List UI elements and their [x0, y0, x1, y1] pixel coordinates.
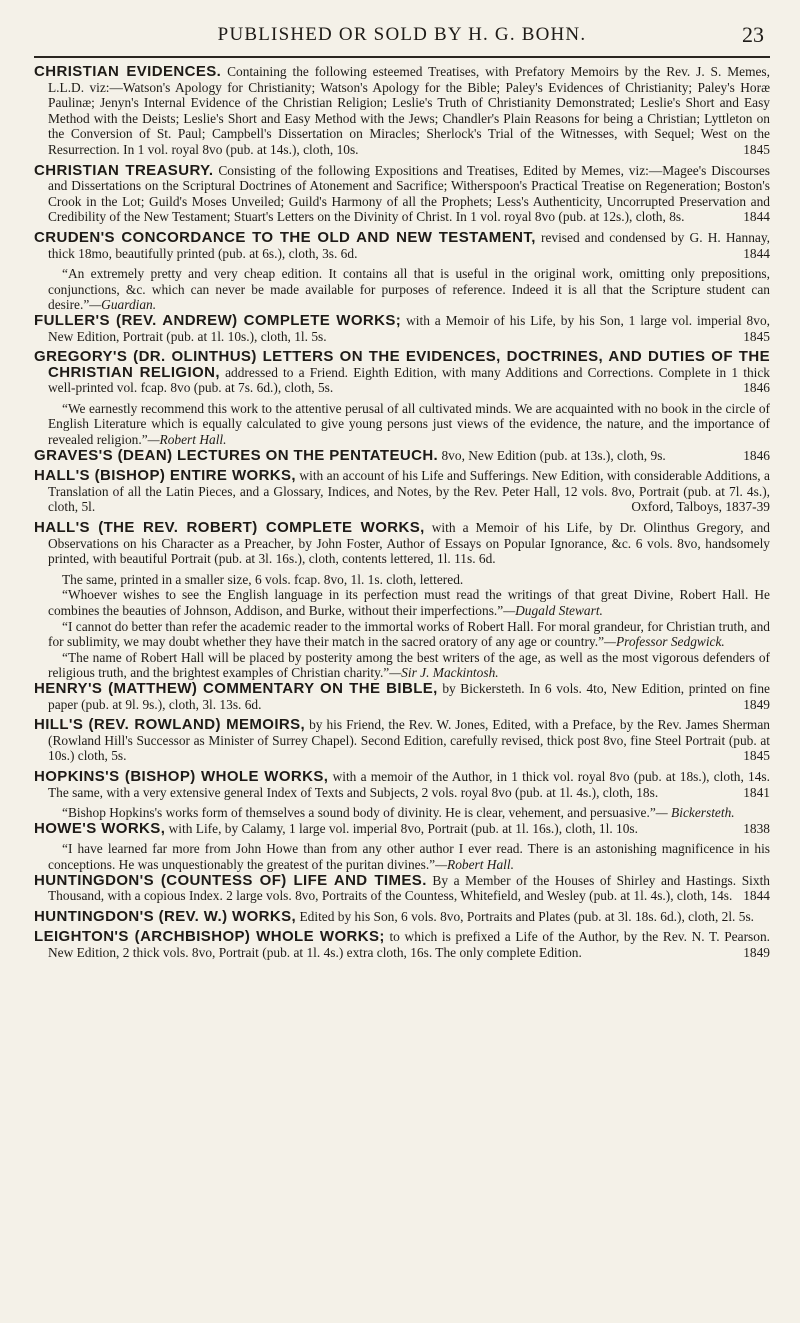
entry-heading: HALL'S (BISHOP) ENTIRE WORKS,	[34, 467, 297, 485]
entry-date: 1845	[743, 141, 770, 157]
entry-date: 1849	[743, 944, 770, 960]
entry-heading: HUNTINGDON'S (REV. W.) WORKS,	[34, 907, 297, 925]
entry-heading: CRUDEN'S CONCORDANCE TO THE OLD AND NEW TESTAMENT,	[34, 228, 536, 246]
quote-text: “Bishop Hopkins's works form of themselves a sound body of divinity. He is clear, vehement, and persuasive.”	[62, 805, 656, 821]
catalogue-entry	[34, 230, 770, 313]
entry-heading: GREGORY'S (DR. OLINTHUS) LETTERS ON THE EVIDENCES, DOCTRINES, AND DUTIES OF THE CHRISTIAN RELIGION,	[34, 348, 770, 381]
entry-heading: HUNTINGDON'S (COUNTESS OF) LIFE AND TIMES.	[34, 871, 427, 889]
entry-date: 1849	[743, 696, 770, 712]
entry-heading: LEIGHTON'S (ARCHBISHOP) WHOLE WORKS;	[34, 928, 385, 946]
entry-paragraph	[34, 163, 770, 225]
entry-heading: CHRISTIAN TREASURY.	[34, 161, 214, 179]
quote-attribution: —Guardian.	[89, 297, 157, 313]
entry-quote	[34, 572, 770, 588]
entry-date: 1845	[743, 748, 770, 764]
catalogue-entry	[34, 909, 770, 925]
quote-text: “Whoever wishes to see the English language in its perfection must read the writings of that great Divine, Robert Hall. He combines the beauties of Johnson, Addison, and Burke, without their imperfections.”	[48, 587, 770, 618]
entry-heading: FULLER'S (REV. ANDREW) COMPLETE WORKS;	[34, 311, 402, 329]
entry-paragraph	[34, 929, 770, 960]
entry-heading: HOPKINS'S (BISHOP) WHOLE WORKS,	[34, 767, 329, 785]
entry-description: with an account of his Life and Sufferings. New Edition, with considerable Additions, a Translation of all the Latin Pieces, and a Glossary, Indices, and Notes, by the Rev. Peter Hall, 12 vols. 8vo, Portrait (pub. at 7l. 4s.), cloth, 5l.	[48, 468, 770, 515]
running-title: PUBLISHED OR SOLD BY H. G. BOHN.	[217, 24, 587, 45]
entry-heading: GRAVES'S (DEAN) LECTURES ON THE PENTATEUCH.	[34, 446, 439, 464]
catalogue-entry	[34, 769, 770, 821]
entry-date: 1845	[743, 328, 770, 344]
quote-attribution: —Dugald Stewart.	[503, 603, 603, 618]
entry-paragraph	[34, 769, 770, 800]
entry-paragraph	[34, 717, 770, 764]
entry-quote	[34, 805, 770, 821]
catalogue-entry	[34, 873, 770, 904]
page-number: 23	[742, 22, 764, 47]
entry-paragraph	[34, 230, 770, 261]
entry-paragraph	[34, 313, 770, 344]
entry-date: 1844	[743, 209, 770, 225]
catalogue-entry	[34, 163, 770, 225]
entry-description: with a memoir of the Author, in 1 thick vol. royal 8vo (pub. at 18s.), cloth, 14s. The same, with a very extensive general Index of Texts and Subjects, 2 vols. royal 8vo (pub. at 1l. 4s.), cloth, 18s.	[48, 768, 770, 800]
catalogue-entry	[34, 448, 770, 464]
catalogue-entry	[34, 468, 770, 515]
entry-description: to which is prefixed a Life of the Author, by the Rev. N. T. Pearson. New Edition, 2 thick vols. 8vo, Portrait (pub. at 1l. 4s.) extra cloth, 16s. The only complete Edition.	[48, 929, 770, 960]
quote-attribution: —Sir J. Mackintosh.	[389, 665, 499, 681]
entry-description: with a Memoir of his Life, by his Son, 1 large vol. imperial 8vo, New Edition, Portrait (pub. at 1l. 10s.), cloth, 1l. 5s.	[48, 312, 770, 344]
entry-quote	[34, 401, 770, 448]
catalogue-entry	[34, 717, 770, 764]
entry-date: 1846	[743, 380, 770, 396]
catalogue-entry	[34, 349, 770, 448]
entry-heading: HENRY'S (MATTHEW) COMMENTARY ON THE BIBLE,	[34, 679, 438, 697]
quote-text: “We earnestly recommend this work to the attentive perusal of all cultivated minds. We are acquainted with no book in the circle of English Literature which is equally calculated to give young persons just views of the evidence, the nature, and the importance of revealed religion.”	[48, 400, 770, 448]
quote-text: “An extremely pretty and very cheap edition. It contains all that is useful in the original work, omitting only prepositions, conjunctions, &c. which can never be made available for purposes of reference. Indeed it is all that the Scripture student can desire.”	[48, 266, 770, 313]
entry-paragraph	[34, 64, 770, 158]
entry-description: by his Friend, the Rev. W. Jones, Edited, with a Preface, by the Rev. James Sherman (Rowland Hill's Successor as Minister of Surrey Chapel). Second Edition, carefully revised, thick post 8vo, fine Steel Portrait (pub. at 10s.) cloth, 5s.	[48, 717, 770, 764]
entry-heading: HILL'S (REV. ROWLAND) MEMOIRS,	[34, 716, 306, 734]
entry-heading: CHRISTIAN EVIDENCES.	[34, 63, 222, 80]
entry-date: 1844	[743, 888, 770, 904]
entry-quote	[34, 650, 770, 681]
entry-quote	[34, 841, 770, 872]
entry-description: with Life, by Calamy, 1 large vol. imperial 8vo, Portrait (pub. at 1l. 16s.), cloth, 1l. 10s.	[168, 820, 638, 836]
entry-description: Consisting of the following Expositions and Treatises, Edited by Memes, viz:—Magee's Discourses and Dissertations on the Scriptural Doctrines of Atonement and Sacrifice; Witherspoon's Practical Treatise on Regeneration; Boston's Crook in the Lot; Guild's Moses Unveiled; Guild's Harmony of all the Prophets; Less's Authenticity, Uncorrupted Preservation and Credibility of the New Testament; Stuart's Letters on the Divinity of Christ. In 1 vol. royal 8vo (pub. at 12s.), cloth, 8s.	[48, 162, 770, 225]
running-head	[34, 22, 770, 52]
entry-heading: HOWE'S WORKS,	[34, 819, 166, 837]
entry-paragraph	[34, 520, 770, 567]
quote-attribution: —Professor Sedgwick.	[604, 634, 725, 650]
entry-description: with a Memoir of his Life, by Dr. Olinthus Gregory, and Observations on his Character as a Preacher, by John Foster, Author of Essays on Popular Ignorance, &c. 6 vols. 8vo, handsomely printed, with beautiful Portrait (pub. at 3l. 16s.), cloth, contents lettered, 1l. 11s. 6d.	[48, 520, 770, 567]
entry-date: Oxford, Talboys, 1837-39	[631, 499, 770, 515]
quote-attribution: —Robert Hall.	[435, 856, 514, 872]
catalogue-entries	[34, 64, 770, 960]
catalogue-entry	[34, 313, 770, 344]
entry-paragraph	[34, 468, 770, 515]
entry-date: 1841	[743, 784, 770, 800]
catalogue-entry	[34, 821, 770, 873]
entry-date: 1846	[743, 447, 770, 463]
catalogue-entry	[34, 520, 770, 681]
entry-heading: HALL'S (THE REV. ROBERT) COMPLETE WORKS,	[34, 519, 425, 537]
entry-description: Edited by his Son, 6 vols. 8vo, Portraits and Plates (pub. at 3l. 18s. 6d.), cloth, 2l. 5s.	[299, 908, 755, 924]
entry-date: 1844	[743, 245, 770, 261]
quote-attribution: — Bickersteth.	[655, 805, 735, 821]
entry-paragraph	[34, 821, 770, 837]
entry-description: By a Member of the Houses of Shirley and Hastings. Sixth Thousand, with a copious Index. 2 large vols. 8vo, Portraits of the Countess, Whitefield, and Wesley (pub. at 1l. 4s.), cloth, 14s.	[48, 872, 770, 904]
entry-paragraph	[34, 448, 770, 464]
header-rule	[34, 56, 770, 58]
catalogue-entry	[34, 64, 770, 158]
entry-quote	[34, 619, 770, 650]
entry-description: revised and condensed by G. H. Hannay, thick 18mo, beautifully printed (pub. at 6s.), cloth, 3s. 6d.	[48, 229, 771, 261]
entry-description: by Bickersteth. In 6 vols. 4to, New Edition, printed on fine paper (pub. at 9l. 9s.), cloth, 3l. 13s. 6d.	[48, 680, 770, 712]
entry-paragraph	[34, 873, 770, 904]
entry-paragraph	[34, 681, 770, 712]
entry-description: addressed to a Friend. Eighth Edition, with many Additions and Corrections. Complete in 1 thick well-printed vol. fcap. 8vo (pub. at 7s. 6d.), cloth, 5s.	[48, 364, 771, 396]
quote-text: The same, printed in a smaller size, 6 vols. fcap. 8vo, 1l. 1s. cloth, lettered.	[62, 571, 464, 587]
entry-paragraph	[34, 909, 770, 925]
catalogue-entry	[34, 681, 770, 712]
entry-date: 1838	[743, 820, 770, 836]
entry-description: 8vo, New Edition (pub. at 13s.), cloth, 9s.	[441, 447, 666, 463]
entry-description: Containing the following esteemed Treatises, with Prefatory Memoirs by the Rev. J. S. Memes, L.L.D. viz:—Watson's Apology for Christianity; Watson's Apology for the Bible; Paley's Evidences of Christianity; Paley's Horæ Paulinæ; Jenyn's Internal Evidence of the Christian Religion; Leslie's Truth of Christianity Demonstrated; Leslie's Short and Easy Method with the Deists; Leslie's Short and Easy Method with the Jews; Chandler's Plain Reasons for being a Christian; Lyttleton on the Conversion of St. Paul; Campbell's Dissertation on Miracles; Sherlock's Trial of the Witnesses, with Sequel; West on the Resurrection. In 1 vol. royal 8vo (pub. at 14s.), cloth, 10s.	[48, 64, 770, 157]
catalogue-entry	[34, 929, 770, 960]
entry-paragraph	[34, 349, 770, 396]
quote-text: “I have learned far more from John Howe than from any other author I ever read. There is an astonishing magnificence in his conceptions. He was unquestionably the greatest of the puritan divines.”	[48, 841, 770, 872]
quote-text: “I cannot do better than refer the academic reader to the immortal works of Robert Hall. For moral grandeur, for Christian truth, and for sublimity, we may doubt whether they have their match in the sacred oratory of any age or country.”	[48, 618, 770, 650]
quote-text: “The name of Robert Hall will be placed by posterity among the best writers of the age, as well as the most vigorous defenders of religious truth, and the brightest examples of Christian charity.”	[48, 649, 770, 681]
quote-attribution: —Robert Hall.	[147, 432, 227, 448]
entry-quote	[34, 266, 770, 313]
entry-quote	[34, 587, 770, 618]
